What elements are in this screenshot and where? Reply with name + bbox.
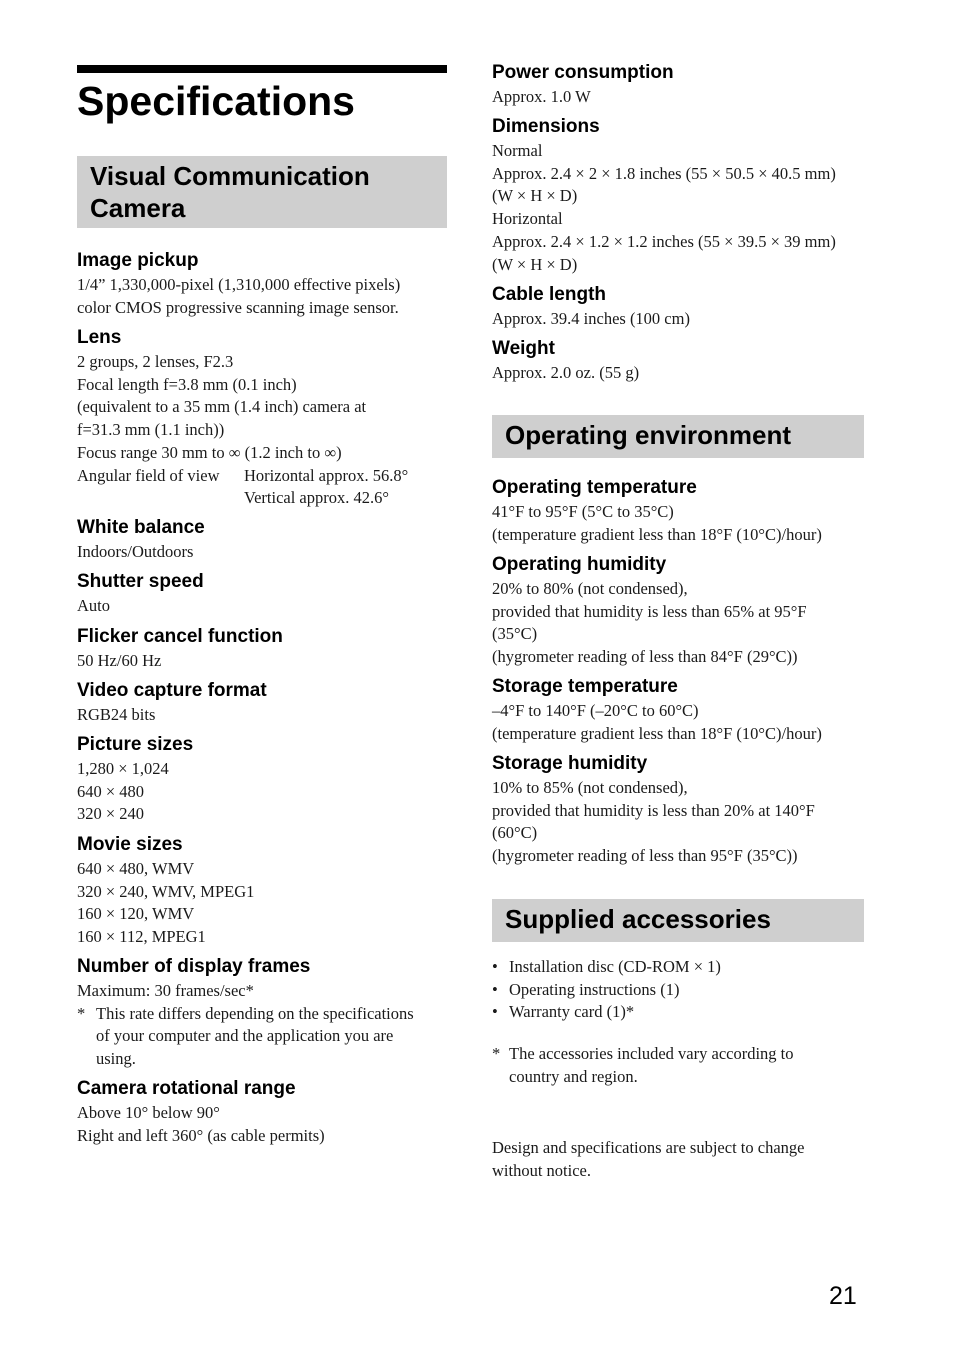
list-item [492,1001,864,1024]
disclaimer-line: without notice. [492,1160,591,1180]
list-item-text: Operating instructions (1) [509,979,680,999]
spec-body [77,541,447,564]
spec-heading: Weight [492,338,555,359]
spec-movie-sizes [77,832,447,949]
footnote [492,1043,864,1088]
spec-line: 10% to 85% (not condensed), [492,778,688,797]
spec-heading: Power consumption [492,62,674,83]
spec-line: 640 × 480 [77,781,145,801]
spec-heading: Operating temperature [492,477,697,498]
spec-line: Approx. 2.4 × 1.2 × 1.2 inches (55 × 39.5 × 39 mm) [492,231,836,251]
spec-line: 320 × 240 [77,804,145,824]
disclaimer-line: Design and specifications are subject to change [492,1138,805,1157]
spec-body [492,86,864,109]
spec-heading: Camera rotational range [77,1078,296,1099]
spec-heading: Video capture format [77,680,267,701]
angular-field-label: Angular field of view [77,465,220,485]
bullet: • [492,1002,498,1022]
spec-display-frames [77,954,447,1071]
angular-field-vertical: Vertical approx. 42.6° [244,488,389,508]
spec-line: color CMOS progressive scanning image sensor. [77,297,399,317]
spec-body [77,1102,447,1147]
spec-body [492,578,864,669]
disclaimer-text [492,1137,864,1182]
list-item [492,956,864,979]
spec-heading: White balance [77,517,205,538]
spec-body [77,858,447,949]
spec-body [492,501,864,546]
section-title: Operating environment [505,420,792,450]
footnote-text [96,1003,414,1071]
spec-body [77,650,447,673]
angular-field-row [77,465,447,488]
spec-heading: Storage temperature [492,676,678,697]
spec-dimensions [492,114,864,276]
footnote-text [509,1043,794,1088]
spec-line: (W × H × D) [492,186,578,206]
spec-line: RGB24 bits [77,705,156,724]
spec-line: 160 × 112, MPEG1 [77,927,206,947]
section-supplied-accessories [492,899,864,942]
footnote-line: of your computer and the application you are [96,1026,394,1046]
spec-heading: Operating humidity [492,554,667,575]
spec-line: Focus range 30 mm to ∞ (1.2 inch to ∞) [77,442,342,462]
spec-line: (temperature gradient less than 18°F (10°C)/hour) [492,524,822,544]
spec-line: –4°F to 140°F (–20°C to 60°C) [492,701,699,720]
spec-body [492,700,864,745]
spec-lens [77,325,447,510]
spec-line: 160 × 120, WMV [77,904,195,924]
title-rule [77,65,447,73]
bullet: • [492,979,498,999]
spec-line: Above 10° below 90° [77,1103,220,1122]
spec-heading: Flicker cancel function [77,626,283,647]
footnote-line: The accessories included vary according to [509,1044,794,1063]
spec-heading: Number of display frames [77,956,311,977]
spec-weight [492,336,864,385]
spec-line: Maximum: 30 frames/sec* [77,981,254,1000]
spec-body [492,362,864,385]
spec-body [77,595,447,618]
page-number: 21 [829,1282,857,1310]
spec-line: f=31.3 mm (1.1 inch)) [77,420,225,440]
spec-line: provided that humidity is less than 20% at 140°F [492,800,815,820]
section-operating-environment [492,415,864,458]
spec-line: (60°C) [492,823,538,843]
list-item-text: Installation disc (CD-ROM × 1) [509,957,721,976]
spec-line: Normal [492,141,543,160]
spec-body [77,980,447,1003]
spec-line: (35°C) [492,624,538,644]
spec-heading: Cable length [492,284,607,305]
disclaimer [492,1137,864,1182]
spec-heading: Movie sizes [77,834,183,855]
spec-cable-length [492,282,864,331]
spec-line: Indoors/Outdoors [77,542,194,561]
spec-picture-sizes [77,732,447,826]
bullet: • [492,957,498,976]
spec-heading: Dimensions [492,116,600,137]
spec-operating-humidity [492,552,864,669]
spec-line: (W × H × D) [492,254,578,274]
footnote-line: This rate differs depending on the specifications [96,1003,414,1023]
spec-line: Approx. 2.0 oz. (55 g) [492,363,640,382]
spec-shutter-speed [77,569,447,618]
spec-body [77,704,447,727]
spec-line: Horizontal [492,209,563,229]
spec-line: provided that humidity is less than 65% at 95°F [492,601,807,621]
spec-line: 1/4” 1,330,000-pixel (1,310,000 effective pixels) [77,275,401,294]
spec-line: (equivalent to a 35 mm (1.4 inch) camera at [77,397,367,417]
page-title: Specifications [77,78,355,124]
angular-field-row [77,487,447,510]
accessories-footnote [492,1043,864,1088]
spec-body [77,758,447,826]
section-title: Supplied accessories [505,904,771,934]
footnote-mark: * [492,1044,501,1063]
spec-image-pickup [77,248,447,319]
spec-heading: Lens [77,327,122,348]
footnote-mark: * [77,1003,86,1023]
spec-line: 41°F to 95°F (5°C to 35°C) [492,502,674,521]
footnote-line: country and region. [509,1066,638,1086]
spec-flicker-cancel [77,624,447,673]
spec-body [492,777,864,868]
spec-body [492,140,864,276]
spec-line: 20% to 80% (not condensed), [492,579,688,598]
spec-body [492,308,864,331]
spec-line: Approx. 2.4 × 2 × 1.8 inches (55 × 50.5 × 40.5 mm) [492,163,836,183]
spec-line: Right and left 360° (as cable permits) [77,1125,325,1145]
spec-line: Auto [77,596,110,615]
spec-storage-humidity [492,751,864,868]
spec-line: (hygrometer reading of less than 95°F (35°C)) [492,846,798,866]
spec-video-capture-format [77,678,447,727]
spec-line: Focal length f=3.8 mm (0.1 inch) [77,374,297,394]
accessories-list [492,956,864,1024]
spec-body [77,274,447,319]
spec-power-consumption [492,60,864,109]
spec-line: Approx. 39.4 inches (100 cm) [492,309,690,328]
spec-line: (hygrometer reading of less than 84°F (29°C)) [492,647,798,667]
angular-field-horizontal: Horizontal approx. 56.8° [244,465,409,485]
list-item [492,979,864,1002]
spec-operating-temperature [492,475,864,546]
spec-line: 640 × 480, WMV [77,859,195,878]
footnote-line: using. [96,1049,136,1069]
section-visual-communication-camera [77,156,447,228]
spec-body [77,351,447,510]
spec-white-balance [77,515,447,564]
spec-line: 1,280 × 1,024 [77,759,169,778]
spec-line: 50 Hz/60 Hz [77,651,162,670]
section-title: Visual Communication Camera [90,161,370,223]
footnote [77,1003,447,1071]
spec-line: (temperature gradient less than 18°F (10°C)/hour) [492,723,822,743]
spec-line: 320 × 240, WMV, MPEG1 [77,881,255,901]
spec-line: Approx. 1.0 W [492,87,591,106]
spec-camera-rotational-range [77,1076,447,1147]
list-item-text: Warranty card (1)* [509,1002,635,1022]
spec-line: 2 groups, 2 lenses, F2.3 [77,352,234,371]
spec-heading: Image pickup [77,250,199,271]
spec-storage-temperature [492,674,864,745]
spec-heading: Shutter speed [77,571,204,592]
spec-heading: Storage humidity [492,753,648,774]
spec-heading: Picture sizes [77,734,194,755]
